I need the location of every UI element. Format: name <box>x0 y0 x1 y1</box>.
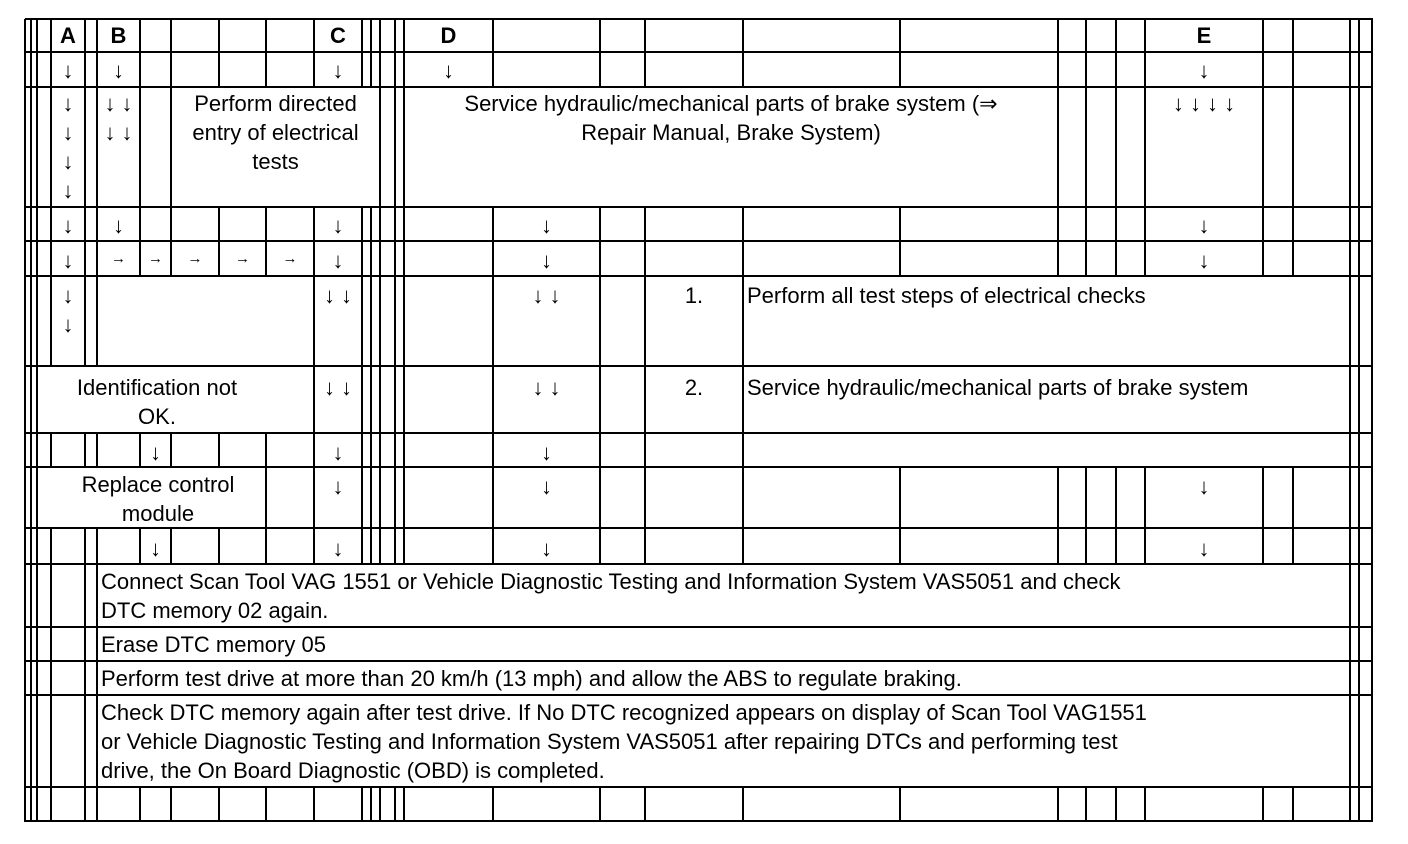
grid-line-vertical <box>379 19 381 53</box>
grid-line-horizontal <box>25 626 1373 628</box>
grid-line-vertical <box>50 564 52 628</box>
grid-line-vertical <box>1085 52 1087 88</box>
grid-line-vertical <box>370 366 372 434</box>
flow-arrow-pair: ↓ ↓ <box>532 283 561 308</box>
flow-arrow: ↓ <box>150 536 161 561</box>
grid-line-vertical <box>96 564 98 628</box>
step-replace-control-module: Replace control module <box>81 472 235 526</box>
grid-line-vertical <box>1085 207 1087 242</box>
grid-line-vertical <box>1085 19 1087 53</box>
column-header-e: E <box>1196 23 1212 48</box>
grid-line-vertical <box>644 528 646 565</box>
flow-arrow: ↓ <box>332 440 344 465</box>
grid-line-vertical <box>1057 19 1059 53</box>
column-header-c: C <box>330 23 346 48</box>
grid-line-vertical <box>492 787 494 822</box>
grid-line-vertical <box>394 528 396 565</box>
grid-line-vertical <box>84 564 86 628</box>
grid-line-vertical <box>1085 467 1087 529</box>
grid-line-vertical <box>899 52 901 88</box>
grid-line-horizontal <box>25 786 1373 788</box>
grid-line-vertical <box>403 207 405 242</box>
grid-line-vertical <box>218 787 220 822</box>
grid-line-vertical <box>1371 19 1373 822</box>
grid-line-vertical <box>1057 207 1059 242</box>
flow-arrow: ↓ <box>541 536 552 561</box>
flow-arrow: ↓ <box>541 213 552 238</box>
step-identification-not-ok: Identification not OK. <box>76 375 238 429</box>
column-header-a: A <box>60 23 76 48</box>
grid-line-vertical <box>218 433 220 468</box>
grid-line-vertical <box>379 207 381 242</box>
grid-line-vertical <box>1115 241 1117 277</box>
grid-line-vertical <box>1349 528 1351 565</box>
grid-line-vertical <box>1349 52 1351 88</box>
grid-line-vertical <box>742 207 744 242</box>
grid-line-vertical <box>644 19 646 53</box>
flow-arrow-pair: ↓ ↓ <box>323 283 353 308</box>
grid-line-vertical <box>742 433 744 468</box>
flow-arrow: ↓ <box>332 536 344 561</box>
grid-line-vertical <box>379 787 381 822</box>
grid-line-vertical <box>1349 276 1351 367</box>
grid-line-vertical <box>742 52 744 88</box>
grid-line-vertical <box>30 19 32 822</box>
grid-line-vertical <box>1292 787 1294 822</box>
grid-line-vertical <box>644 787 646 822</box>
grid-line-vertical <box>265 433 267 468</box>
grid-line-vertical <box>361 787 363 822</box>
grid-line-vertical <box>1057 52 1059 88</box>
grid-line-vertical <box>218 528 220 565</box>
flow-arrow: ↓ <box>541 474 552 499</box>
grid-line-vertical <box>50 627 52 662</box>
grid-line-vertical <box>599 19 601 53</box>
grid-line-vertical <box>403 366 405 434</box>
grid-line-vertical <box>1349 19 1351 53</box>
grid-line-vertical <box>394 241 396 277</box>
grid-line-vertical <box>644 467 646 529</box>
grid-line-vertical <box>1262 787 1264 822</box>
flow-arrow: ↓ <box>1198 474 1210 499</box>
grid-line-vertical <box>899 241 901 277</box>
flow-arrow: ↓ <box>541 440 552 465</box>
grid-line-vertical <box>1085 87 1087 208</box>
grid-line-vertical <box>96 528 98 565</box>
grid-line-vertical <box>394 366 396 434</box>
flow-arrow: ↓ <box>332 248 344 273</box>
grid-line-vertical <box>1144 787 1146 822</box>
flow-arrow-pair: ↓ ↓ <box>323 375 353 400</box>
grid-line-vertical <box>370 207 372 242</box>
flow-arrow: ↓ <box>332 474 344 499</box>
grid-line-vertical <box>50 661 52 696</box>
grid-line-vertical <box>1057 241 1059 277</box>
flow-arrow: ↓ <box>62 248 74 273</box>
grid-line-vertical <box>1085 528 1087 565</box>
grid-line-vertical <box>50 695 52 788</box>
flow-arrow-right: → <box>148 250 163 267</box>
grid-line-horizontal <box>25 432 1373 434</box>
numbered-step-number: 1. <box>684 283 704 308</box>
grid-line-horizontal <box>25 660 1373 662</box>
grid-line-vertical <box>403 787 405 822</box>
grid-line-vertical <box>403 433 405 468</box>
grid-line-vertical <box>403 467 405 529</box>
grid-line-vertical <box>644 207 646 242</box>
grid-line-vertical <box>379 276 381 367</box>
column-header-b: B <box>110 23 127 48</box>
flow-arrow: ↓ <box>62 213 74 238</box>
grid-line-vertical <box>1349 241 1351 277</box>
grid-line-vertical <box>742 467 744 529</box>
grid-line-vertical <box>1292 207 1294 242</box>
grid-line-vertical <box>1085 787 1087 822</box>
grid-line-vertical <box>370 433 372 468</box>
grid-line-vertical <box>1292 528 1294 565</box>
grid-line-vertical <box>370 787 372 822</box>
numbered-step-text: Perform all test steps of electrical checks <box>747 283 1146 308</box>
grid-line-vertical <box>1292 87 1294 208</box>
grid-line-horizontal <box>25 365 1373 367</box>
grid-line-horizontal <box>25 694 1373 696</box>
grid-line-vertical <box>265 207 267 242</box>
grid-line-vertical <box>96 661 98 696</box>
flow-arrow-pair: ↓ ↓ <box>532 375 561 400</box>
flow-arrow: ↓ <box>150 440 161 465</box>
grid-line-vertical <box>1349 787 1351 822</box>
flow-arrow: ↓ <box>1198 213 1210 238</box>
grid-line-vertical <box>403 276 405 367</box>
final-step-test-drive: Perform test drive at more than 20 km/h (13 mph) and allow the ABS to regulate braking. <box>101 666 962 691</box>
grid-line-vertical <box>1057 787 1059 822</box>
grid-line-vertical <box>84 787 86 822</box>
grid-line-vertical <box>84 433 86 468</box>
grid-line-vertical <box>1292 467 1294 529</box>
flow-arrow: ↓ <box>1198 58 1210 83</box>
grid-line-vertical <box>742 528 744 565</box>
grid-line-vertical <box>1349 366 1351 434</box>
grid-line-vertical <box>403 528 405 565</box>
grid-line-vertical <box>379 52 381 88</box>
grid-line-vertical <box>1085 241 1087 277</box>
grid-line-horizontal <box>25 466 1373 468</box>
grid-line-vertical <box>899 528 901 565</box>
grid-line-vertical <box>170 19 172 53</box>
grid-line-vertical <box>24 19 26 822</box>
grid-line-vertical <box>394 52 396 88</box>
flow-arrow-right: → <box>235 250 250 267</box>
grid-line-vertical <box>370 19 372 53</box>
grid-line-vertical <box>1115 467 1117 529</box>
grid-line-vertical <box>394 207 396 242</box>
grid-line-vertical <box>899 467 901 529</box>
grid-line-vertical <box>1057 467 1059 529</box>
grid-line-vertical <box>1115 52 1117 88</box>
grid-line-vertical <box>379 528 381 565</box>
grid-line-vertical <box>742 241 744 277</box>
flow-arrow: ↓ <box>1198 248 1210 273</box>
grid-line-vertical <box>899 207 901 242</box>
grid-line-vertical <box>370 52 372 88</box>
step-service-hydraulic-repair: Service hydraulic/mechanical parts of brake system (⇒ Repair Manual, Brake System) <box>464 91 998 145</box>
grid-line-vertical <box>1115 207 1117 242</box>
grid-line-vertical <box>370 528 372 565</box>
flow-arrow: ↓ <box>541 248 552 273</box>
grid-line-vertical <box>139 787 141 822</box>
grid-line-vertical <box>1349 661 1351 696</box>
grid-line-vertical <box>742 787 744 822</box>
flow-arrow: ↓ <box>62 58 74 83</box>
grid-line-vertical <box>84 627 86 662</box>
grid-line-vertical <box>1349 467 1351 529</box>
flow-arrow: ↓ <box>332 58 344 83</box>
grid-line-vertical <box>1358 19 1360 822</box>
grid-line-vertical <box>96 695 98 788</box>
grid-line-vertical <box>1115 787 1117 822</box>
grid-line-vertical <box>96 787 98 822</box>
flow-arrow: ↓ <box>113 58 124 83</box>
flow-arrow: ↓ <box>1198 536 1210 561</box>
grid-line-vertical <box>1292 19 1294 53</box>
grid-line-vertical <box>170 207 172 242</box>
grid-line-vertical <box>265 528 267 565</box>
grid-line-vertical <box>50 433 52 468</box>
grid-line-horizontal <box>25 206 1373 208</box>
grid-line-vertical <box>96 627 98 662</box>
final-step-erase-dtc: Erase DTC memory 05 <box>101 632 326 657</box>
grid-line-horizontal <box>25 51 1373 53</box>
grid-line-vertical <box>170 52 172 88</box>
flow-arrow: ↓ <box>443 58 454 83</box>
grid-line-vertical <box>1349 695 1351 788</box>
grid-line-vertical <box>96 276 98 367</box>
grid-line-vertical <box>1115 528 1117 565</box>
numbered-step-number: 2. <box>684 375 704 400</box>
grid-line-vertical <box>394 87 396 208</box>
final-step-check-dtc: Check DTC memory again after test drive. If No DTC recognized appears on display of Scan Tool VAG1551 or Vehicle Diagnostic Testing and Information System VAS5051 after repairing DTCs and performing test drive, the On Board Diagnostic (OBD) is completed. <box>101 700 1147 783</box>
grid-line-vertical <box>379 467 381 529</box>
grid-line-horizontal <box>25 86 1373 88</box>
grid-line-vertical <box>899 19 901 53</box>
flow-arrow-right: → <box>111 250 126 267</box>
grid-line-vertical <box>84 528 86 565</box>
grid-line-vertical <box>370 467 372 529</box>
grid-line-horizontal <box>25 563 1373 565</box>
grid-line-vertical <box>50 528 52 565</box>
grid-line-vertical <box>265 19 267 53</box>
grid-line-vertical <box>1057 528 1059 565</box>
grid-line-vertical <box>218 207 220 242</box>
grid-line-vertical <box>599 52 601 88</box>
grid-line-vertical <box>313 787 315 822</box>
grid-line-vertical <box>96 433 98 468</box>
grid-line-vertical <box>394 19 396 53</box>
grid-line-horizontal <box>25 18 1373 20</box>
flow-arrow-right: → <box>187 250 203 267</box>
grid-line-vertical <box>50 787 52 822</box>
grid-line-vertical <box>370 241 372 277</box>
grid-line-vertical <box>1349 564 1351 628</box>
flow-arrow-right: → <box>282 250 298 267</box>
grid-line-vertical <box>84 661 86 696</box>
grid-line-vertical <box>394 433 396 468</box>
grid-line-vertical <box>1349 207 1351 242</box>
grid-line-vertical <box>218 52 220 88</box>
grid-line-vertical <box>1292 52 1294 88</box>
grid-line-vertical <box>899 787 901 822</box>
grid-line-vertical <box>370 276 372 367</box>
flow-arrow-row: ↓ ↓ ↓ ↓ <box>1172 91 1236 116</box>
grid-line-vertical <box>1115 19 1117 53</box>
grid-line-vertical <box>599 787 601 822</box>
flow-arrow: ↓ <box>113 213 124 238</box>
grid-line-vertical <box>403 241 405 277</box>
grid-line-vertical <box>644 52 646 88</box>
grid-line-vertical <box>644 241 646 277</box>
grid-line-horizontal <box>25 820 1373 822</box>
numbered-step-text: Service hydraulic/mechanical parts of brake system <box>747 375 1249 400</box>
step-directed-entry: Perform directed entry of electrical tests <box>192 91 359 174</box>
flow-arrow-stack: ↓ ↓ <box>62 283 74 337</box>
grid-line-vertical <box>1115 87 1117 208</box>
grid-line-vertical <box>1349 87 1351 208</box>
grid-line-vertical <box>379 366 381 434</box>
grid-line-vertical <box>379 433 381 468</box>
grid-line-vertical <box>1349 433 1351 468</box>
grid-line-vertical <box>265 52 267 88</box>
final-step-connect-scan-tool: Connect Scan Tool VAG 1551 or Vehicle Diagnostic Testing and Information System VAS5051 and check DTC memory 02 again. <box>101 569 1121 623</box>
grid-line-vertical <box>644 433 646 468</box>
grid-line-vertical <box>394 787 396 822</box>
grid-line-vertical <box>742 19 744 53</box>
grid-line-vertical <box>265 787 267 822</box>
grid-line-vertical <box>394 467 396 529</box>
grid-line-vertical <box>1349 627 1351 662</box>
grid-line-vertical <box>218 19 220 53</box>
grid-line-vertical <box>379 241 381 277</box>
flow-arrow-stack: ↓ ↓ ↓ ↓ <box>62 91 74 203</box>
flow-arrow-stack: ↓ ↓ ↓ ↓ <box>104 91 133 145</box>
grid-line-vertical <box>1292 241 1294 277</box>
grid-line-vertical <box>394 276 396 367</box>
column-header-d: D <box>440 23 457 48</box>
flow-arrow: ↓ <box>332 213 344 238</box>
grid-line-vertical <box>170 787 172 822</box>
grid-line-vertical <box>84 695 86 788</box>
